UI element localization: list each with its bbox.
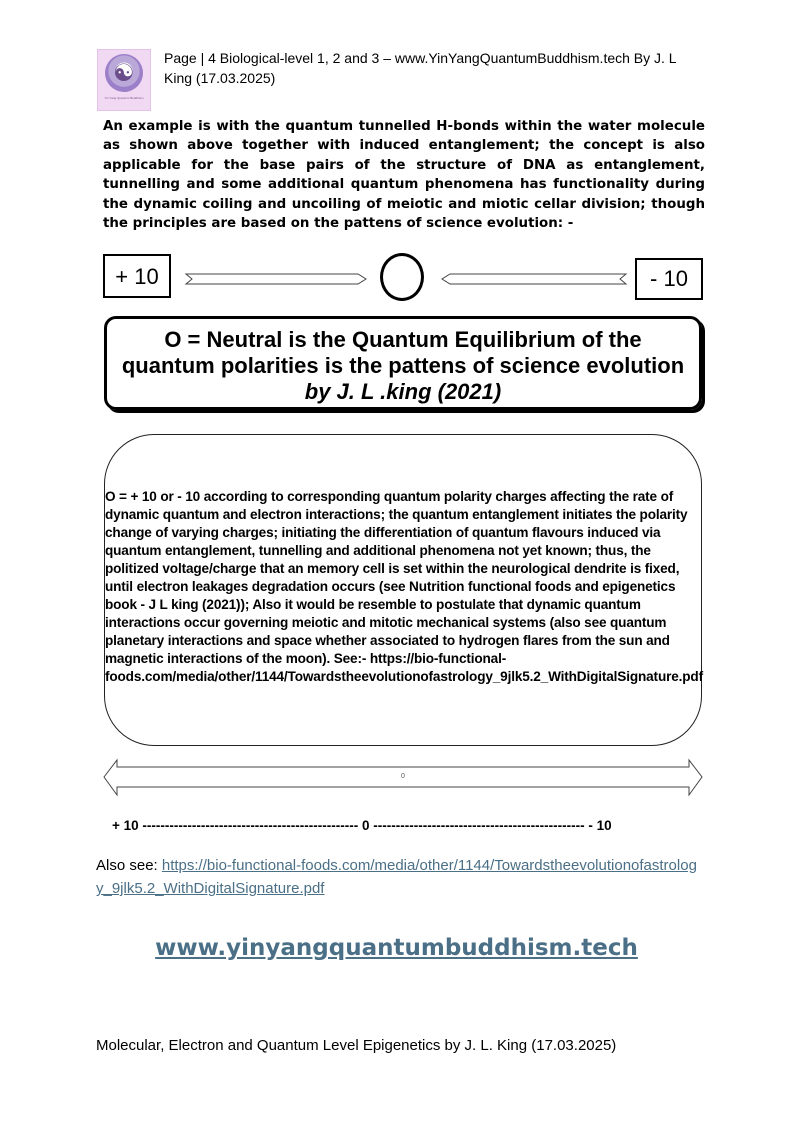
also-see <box>96 854 701 900</box>
title-line-2: quantum polarities is the pattens of science evolution <box>121 353 685 378</box>
positive-value-box: + 10 <box>103 254 171 298</box>
polarity-scale <box>112 818 712 834</box>
neutral-circle <box>380 253 424 301</box>
scale-mid: 0 <box>361 818 370 833</box>
scale-dashes-right: ----------------------------------------------- <box>373 818 585 833</box>
website <box>0 933 793 963</box>
also-see-label: Also see: <box>96 857 162 874</box>
left-arrow-shape <box>442 274 626 284</box>
page-footer: Molecular, Electron and Quantum Level Epigenetics by J. L. King (17.03.2025) <box>96 1037 617 1054</box>
negative-value-box: - 10 <box>635 258 703 300</box>
page-header: Page | 4 Biological-level 1, 2 and 3 – www.YinYangQuantumBuddhism.tech By J. L King (17.03.2025) <box>164 50 677 86</box>
intro-paragraph: An example is with the quantum tunnelled H-bonds within the water molecule as shown above together with induced entanglement; the concept is also applicable for the base pairs of the structure of DNA as entanglement, tunnelling and some additional quantum phenomena has functionality during the dynamic coiling and uncoiling of meiotic and miotic cellar division; though the principles are based on the pattens of science evolution: - <box>103 119 705 232</box>
scale-dashes-left: ------------------------------------------------ <box>142 818 359 833</box>
title-box <box>104 316 702 410</box>
scale-left: + 10 <box>112 818 139 833</box>
logo-caption: Yin Yang Quantum Buddhism <box>104 96 144 100</box>
right-arrow-shape <box>186 274 366 284</box>
yin-yang-glyph: ☯ <box>113 59 135 87</box>
title-line-1: O = Neutral is the Quantum Equilibrium of the <box>164 327 642 352</box>
explanation-text: O = + 10 or - 10 according to corresponding quantum polarity charges affecting the rate of dynamic quantum and electron interactions; the quantum entanglement initiates the polarity change of varying charges; initiating the differentiation of quantum flavours induced via quantum entanglement, tunnelling and additional phenomena not yet known; thus, the politized voltage/charge that an memory cell is set within the neurological dendrite is fixed, until electron leakages degradation occurs (see Nutrition functional foods and epigenetics book - J L king (2021)); Also it would be resemble to postulate that dynamic quantum interactions occur governing meiotic and mitotic mechanical systems (also see quantum planetary interactions and space whether associated to hydrogen flares from the sun and magnetic interactions of the moon). See:- https://bio-functional-foods.com/media/other/1144/Towardstheevolutionofastrology_9jlk5.2_WithDigitalSignature.pdf <box>105 489 703 684</box>
title-author: by J. L .king (2021) <box>304 379 502 404</box>
also-see-link[interactable]: https://bio-functional-foods.com/media/other/1144/Towardstheevolutionofastrology_9jlk5.2_WithDigitalSignature.pdf <box>96 857 697 897</box>
explanation-box <box>104 434 702 746</box>
scale-right: - 10 <box>588 818 612 833</box>
website-link[interactable]: www.yinyangquantumbuddhism.tech <box>155 935 638 961</box>
double-arrow-label: 0 <box>401 773 405 780</box>
